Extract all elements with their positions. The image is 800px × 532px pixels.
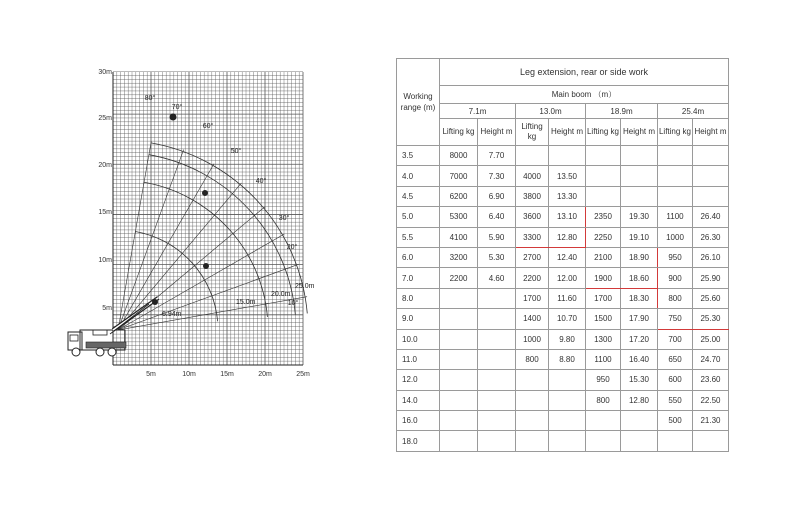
- height-cell: 13.30: [549, 186, 586, 206]
- height-cell: 12.80: [621, 390, 658, 410]
- angle-label: 30°: [278, 215, 290, 222]
- boom-angle-lines: [118, 141, 307, 330]
- lifting-cell: [516, 411, 549, 431]
- height-cell: 12.80: [549, 227, 586, 247]
- y-tick-label: 30m: [98, 69, 112, 76]
- lifting-cell: 950: [586, 370, 621, 390]
- main-boom-header: Main boom （m）: [440, 86, 729, 104]
- height-cell: 12.40: [549, 247, 586, 267]
- height-cell: 17.90: [621, 309, 658, 329]
- angle-label: 50°: [230, 148, 242, 155]
- height-cell: [549, 370, 586, 390]
- height-cell: 25.00: [693, 329, 729, 349]
- lifting-cell: [586, 146, 621, 166]
- y-tick-label: 20m: [98, 162, 112, 169]
- lifting-cell: [586, 186, 621, 206]
- lifting-cell: 600: [658, 370, 693, 390]
- crane-working-range-diagram: [0, 0, 390, 400]
- working-range-cell: 7.0: [397, 268, 440, 288]
- height-cell: [621, 166, 658, 186]
- lifting-cell: [516, 390, 549, 410]
- height-cell: [621, 411, 658, 431]
- height-cell: [478, 431, 516, 451]
- height-cell: 13.10: [549, 207, 586, 227]
- lifting-cell: [586, 166, 621, 186]
- height-cell: [549, 431, 586, 451]
- height-cell: 22.50: [693, 390, 729, 410]
- table-row: [397, 186, 729, 206]
- working-range-cell: 4.0: [397, 166, 440, 186]
- lifting-cell: 1100: [658, 207, 693, 227]
- lifting-cell: 550: [658, 390, 693, 410]
- lifting-cell: 4100: [440, 227, 478, 247]
- boom-length-label: 20.0m: [271, 291, 291, 298]
- angle-label: 20°: [286, 244, 298, 251]
- boom-length-label: 25.0m: [295, 283, 315, 290]
- lifting-cell: 1000: [516, 329, 549, 349]
- lifting-cell: 3800: [516, 186, 549, 206]
- lifting-cell: 650: [658, 349, 693, 369]
- x-tick-label: 15m: [220, 371, 234, 378]
- y-tick-label: 10m: [98, 257, 112, 264]
- working-range-cell: 3.5: [397, 146, 440, 166]
- working-range-cell: 10.0: [397, 329, 440, 349]
- height-header: Height m: [621, 119, 658, 146]
- table-row: [397, 166, 729, 186]
- lifting-header: Lifting kg: [658, 119, 693, 146]
- lifting-cell: 3200: [440, 247, 478, 267]
- height-cell: 13.50: [549, 166, 586, 186]
- height-cell: 26.30: [693, 227, 729, 247]
- lifting-cell: 1900: [586, 268, 621, 288]
- height-cell: [621, 146, 658, 166]
- height-cell: [693, 146, 729, 166]
- working-range-cell: 11.0: [397, 349, 440, 369]
- table-row: [397, 227, 729, 247]
- diagram-grid: [113, 72, 303, 365]
- lifting-cell: [586, 431, 621, 451]
- boom-length-label: 6.94m: [162, 311, 182, 318]
- height-cell: [478, 288, 516, 308]
- height-cell: [478, 329, 516, 349]
- lifting-cell: 7000: [440, 166, 478, 186]
- working-range-cell: 16.0: [397, 411, 440, 431]
- working-range-header: Working range (m): [397, 59, 440, 146]
- working-range-cell: 12.0: [397, 370, 440, 390]
- working-range-cell: 4.5: [397, 186, 440, 206]
- angle-label: 40°: [255, 178, 267, 185]
- working-range-cell: 14.0: [397, 390, 440, 410]
- working-range-cell: 5.0: [397, 207, 440, 227]
- height-cell: 25.90: [693, 268, 729, 288]
- lifting-cell: [516, 146, 549, 166]
- height-cell: [478, 390, 516, 410]
- table-row: [397, 329, 729, 349]
- lifting-cell: [516, 431, 549, 451]
- height-cell: 26.10: [693, 247, 729, 267]
- boom-length-25-4: 25.4m: [658, 104, 729, 119]
- height-cell: [693, 166, 729, 186]
- lifting-cell: 1000: [658, 227, 693, 247]
- height-cell: 6.90: [478, 186, 516, 206]
- boom-length-label: 15.0m: [236, 299, 256, 306]
- height-cell: [693, 186, 729, 206]
- lifting-cell: [658, 431, 693, 451]
- lifting-header: Lifting kg: [586, 119, 621, 146]
- height-cell: 6.40: [478, 207, 516, 227]
- height-cell: [549, 146, 586, 166]
- lifting-cell: 3600: [516, 207, 549, 227]
- lifting-cell: 2200: [440, 268, 478, 288]
- lifting-cell: 800: [586, 390, 621, 410]
- lifting-cell: 900: [658, 268, 693, 288]
- lifting-cell: 2250: [586, 227, 621, 247]
- height-cell: [549, 411, 586, 431]
- lifting-cell: 4000: [516, 166, 549, 186]
- lifting-cell: [440, 349, 478, 369]
- y-tick-label: 5m: [102, 305, 112, 312]
- height-header: Height m: [693, 119, 729, 146]
- y-tick-label: 25m: [98, 115, 112, 122]
- height-cell: [693, 431, 729, 451]
- table-row: [397, 411, 729, 431]
- height-cell: 18.90: [621, 247, 658, 267]
- table-row: [397, 309, 729, 329]
- table-row: [397, 288, 729, 308]
- height-cell: 18.60: [621, 268, 658, 288]
- working-range-cell: 18.0: [397, 431, 440, 451]
- height-cell: 25.30: [693, 309, 729, 329]
- angle-label: 70°: [171, 104, 183, 111]
- height-cell: 4.60: [478, 268, 516, 288]
- lifting-cell: [440, 329, 478, 349]
- lifting-cell: [658, 166, 693, 186]
- lifting-cell: 2200: [516, 268, 549, 288]
- height-cell: 19.30: [621, 207, 658, 227]
- boom-length-7-1: 7.1m: [440, 104, 516, 119]
- lifting-cell: 1400: [516, 309, 549, 329]
- load-chart-table: [396, 58, 729, 452]
- height-cell: 17.20: [621, 329, 658, 349]
- height-cell: 19.10: [621, 227, 658, 247]
- working-range-cell: 6.0: [397, 247, 440, 267]
- table-row: [397, 207, 729, 227]
- lifting-cell: 800: [658, 288, 693, 308]
- lifting-cell: 500: [658, 411, 693, 431]
- boom-length-13-0: 13.0m: [516, 104, 586, 119]
- table-row: [397, 268, 729, 288]
- working-range-cell: 9.0: [397, 309, 440, 329]
- lifting-cell: 750: [658, 309, 693, 329]
- y-tick-label: 15m: [98, 209, 112, 216]
- lifting-header: Lifting kg: [516, 119, 549, 146]
- lifting-cell: 1100: [586, 349, 621, 369]
- height-cell: 5.30: [478, 247, 516, 267]
- lifting-cell: 1700: [516, 288, 549, 308]
- x-tick-label: 5m: [146, 371, 156, 378]
- lifting-cell: 700: [658, 329, 693, 349]
- lifting-cell: [440, 288, 478, 308]
- height-cell: 10.70: [549, 309, 586, 329]
- height-header: Height m: [549, 119, 586, 146]
- height-cell: [478, 370, 516, 390]
- lifting-cell: 6200: [440, 186, 478, 206]
- height-cell: 12.00: [549, 268, 586, 288]
- lifting-cell: 3300: [516, 227, 549, 247]
- lifting-cell: [658, 146, 693, 166]
- height-cell: 21.30: [693, 411, 729, 431]
- x-tick-label: 25m: [296, 371, 310, 378]
- lifting-cell: [440, 390, 478, 410]
- height-cell: 5.90: [478, 227, 516, 247]
- height-cell: [478, 309, 516, 329]
- boom-length-18-9: 18.9m: [586, 104, 658, 119]
- height-cell: 25.60: [693, 288, 729, 308]
- angle-label: 10°: [287, 300, 299, 307]
- lifting-cell: [440, 431, 478, 451]
- height-cell: 11.60: [549, 288, 586, 308]
- table-row: [397, 370, 729, 390]
- lifting-cell: [586, 411, 621, 431]
- x-tick-label: 10m: [182, 371, 196, 378]
- table-row: [397, 431, 729, 451]
- table-row: [397, 349, 729, 369]
- lifting-cell: [440, 370, 478, 390]
- height-cell: [478, 349, 516, 369]
- working-range-cell: 5.5: [397, 227, 440, 247]
- lifting-cell: 2350: [586, 207, 621, 227]
- crane-truck-icon: [68, 330, 126, 356]
- height-cell: 15.30: [621, 370, 658, 390]
- height-header: Height m: [478, 119, 516, 146]
- lifting-cell: 800: [516, 349, 549, 369]
- lifting-cell: 5300: [440, 207, 478, 227]
- height-cell: 9.80: [549, 329, 586, 349]
- lifting-cell: 2700: [516, 247, 549, 267]
- lifting-cell: [440, 309, 478, 329]
- lifting-cell: [658, 186, 693, 206]
- lifting-cell: 1700: [586, 288, 621, 308]
- height-cell: 23.60: [693, 370, 729, 390]
- height-cell: [478, 411, 516, 431]
- height-cell: 7.70: [478, 146, 516, 166]
- working-range-cell: 8.0: [397, 288, 440, 308]
- height-cell: 16.40: [621, 349, 658, 369]
- lifting-cell: [440, 411, 478, 431]
- lifting-cell: 1500: [586, 309, 621, 329]
- lifting-cell: 8000: [440, 146, 478, 166]
- lifting-cell: 1300: [586, 329, 621, 349]
- table-row: [397, 390, 729, 410]
- lifting-cell: 2100: [586, 247, 621, 267]
- table-row: [397, 146, 729, 166]
- height-cell: [621, 186, 658, 206]
- height-cell: [549, 390, 586, 410]
- height-cell: 18.30: [621, 288, 658, 308]
- height-cell: 8.80: [549, 349, 586, 369]
- height-cell: [621, 431, 658, 451]
- lifting-cell: 950: [658, 247, 693, 267]
- angle-label: 80°: [144, 95, 156, 102]
- height-cell: 7.30: [478, 166, 516, 186]
- angle-label: 60°: [202, 123, 214, 130]
- x-tick-label: 20m: [258, 371, 272, 378]
- table-title: Leg extension, rear or side work: [440, 59, 729, 86]
- height-cell: 24.70: [693, 349, 729, 369]
- lifting-header: Lifting kg: [440, 119, 478, 146]
- lifting-cell: [516, 370, 549, 390]
- height-cell: 26.40: [693, 207, 729, 227]
- table-row: [397, 247, 729, 267]
